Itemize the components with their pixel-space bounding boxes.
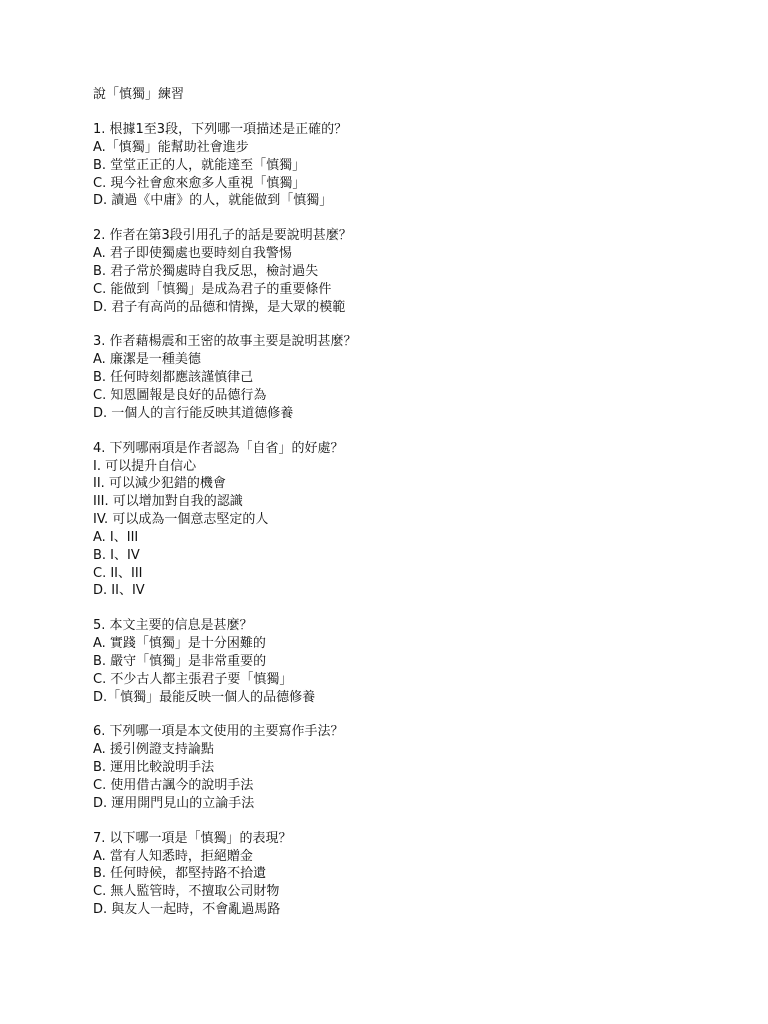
question-stem: 2. 作者在第3段引用孔子的話是要說明甚麼？ [93, 228, 352, 244]
statement-iii: III. 可以增加對自我的認識 [93, 494, 243, 510]
question-stem: 5. 本文主要的信息是甚麼？ [93, 618, 253, 634]
option-d: D. II、IV [93, 583, 145, 599]
statement-i: I. 可以提升自信心 [93, 458, 197, 474]
question-stem: 7. 以下哪一項是「慎獨」的表現？ [93, 830, 292, 846]
option-c: C. 使用借古諷今的說明手法 [93, 778, 254, 793]
statement-ii: II. 可以減少犯錯的機會 [93, 476, 226, 492]
option-c: C. II、III [93, 565, 143, 581]
option-b: B. 嚴守「慎獨」是非常重要的 [93, 653, 267, 669]
option-b: B. I、IV [93, 547, 140, 563]
option-d: D. 與友人一起時，不會亂過馬路 [93, 902, 281, 918]
option-b: B. 任何時候，都堅持路不拾遺 [93, 866, 267, 882]
option-c: C. 能做到「慎獨」是成為君子的重要條件 [93, 281, 332, 297]
question-stem: 4. 下列哪兩項是作者認為「自省」的好處？ [93, 440, 344, 456]
option-c: C. 不少古人都主張君子要「慎獨」 [93, 671, 293, 687]
question-stem: 1. 根據1至3段，下列哪一項描述是正確的？ [93, 122, 348, 137]
option-a: A. 君子即使獨處也要時刻自我警惕 [93, 246, 292, 262]
question-7 [93, 830, 733, 919]
option-b: B. 運用比較說明手法 [93, 760, 215, 776]
option-a: A. 廉潔是一種美德 [93, 352, 201, 368]
option-d: D. 一個人的言行能反映其道德修養 [93, 405, 294, 421]
question-stem: 6. 下列哪一項是本文使用的主要寫作手法？ [93, 724, 344, 740]
question-stem: 3. 作者藉楊震和王密的故事主要是說明甚麼？ [93, 334, 357, 350]
option-d: D. 君子有高尚的品德和情操，是大眾的模範 [93, 299, 346, 315]
document-page [93, 86, 733, 919]
option-d: D.「慎獨」最能反映一個人的品德修養 [93, 689, 316, 705]
option-c: C. 知恩圖報是良好的品德行為 [93, 387, 267, 403]
option-c: C. 無人監管時，不擅取公司財物 [93, 884, 280, 900]
option-b: B. 堂堂正正的人，就能達至「慎獨」 [93, 157, 306, 173]
question-2 [93, 227, 733, 316]
option-a: A. 當有人知悉時，拒絕贈金 [93, 848, 253, 864]
question-3 [93, 333, 733, 422]
option-c: C. 現今社會愈來愈多人重視「慎獨」 [93, 175, 306, 191]
option-a: A.「慎獨」能幫助社會進步 [93, 139, 249, 155]
option-a: A. 實踐「慎獨」是十分困難的 [93, 636, 266, 652]
option-a: A. 援引例證支持論點 [93, 742, 214, 758]
statement-iv: IV. 可以成為一個意志堅定的人 [93, 512, 269, 528]
option-a: A. I、III [93, 529, 139, 545]
option-d: D. 讀過《中庸》的人，就能做到「慎獨」 [93, 193, 333, 209]
question-1 [93, 121, 733, 210]
option-b: B. 君子常於獨處時自我反思，檢討過失 [93, 263, 319, 279]
question-4 [93, 440, 733, 601]
option-b: B. 任何時刻都應該謹慎律己 [93, 370, 254, 386]
option-d: D. 運用開門見山的立論手法 [93, 795, 255, 811]
question-5 [93, 617, 733, 706]
question-6 [93, 723, 733, 812]
document-title: 說「慎獨」練習 [93, 87, 185, 102]
